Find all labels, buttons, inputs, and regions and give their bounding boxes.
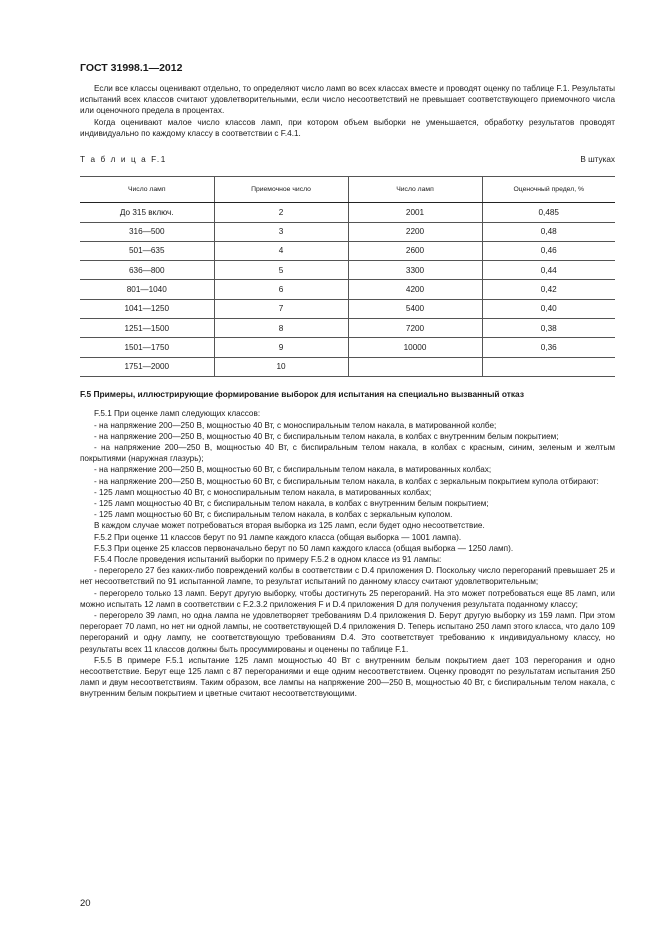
table-cell: 10	[214, 357, 348, 376]
table-cell: 1251—1500	[80, 319, 214, 338]
table-cell: 3300	[348, 261, 482, 280]
table-cell: 0,38	[482, 319, 615, 338]
section-line: - 125 ламп мощностью 40 Вт, с моноспиральным телом накала, в матированных колбах;	[94, 487, 432, 497]
table-cell: 0,36	[482, 338, 615, 357]
table-cell: 10000	[348, 338, 482, 357]
table-cell: 8	[214, 319, 348, 338]
paragraph: Если все классы оценивают отдельно, то определяют число ламп во всех классах вместе и проводят оценку по таблице F.1. Результаты испытаний всех классов считают удовлетворительными, если число несоответствий не превышает соответствующего приемочного числа или оценочного предела в процентах.	[80, 84, 615, 116]
table-cell: 501—635	[80, 241, 214, 260]
column-header: Число ламп	[80, 177, 214, 203]
section-line: - на напряжение 200—250 В, мощностью 40 Вт, с биспиральным телом накала, в колбах с внутренним белым покрытием;	[94, 431, 559, 441]
table-row	[80, 241, 615, 260]
table-cell: 0,46	[482, 241, 615, 260]
table-row	[80, 357, 615, 376]
column-header: Приемочное число	[214, 177, 348, 203]
table-cell: 636—800	[80, 261, 214, 280]
section-line: F.5.5 В примере F.5.1 испытание 125 ламп мощностью 40 Вт с внутренним белым покрытием дает 103 перегорания и одно несоответствие. Берут еще 125 ламп с 87 перегораниями и еще одним несоответствием. Оценку проводят по результатам испытания 250 ламп и двум несоответствиям. Таким образом, все лампы на напряжение 200—250 В, мощностью 40 Вт, с биспиральным телом накала, с внутренним белым покрытием и цветные считают несоответствующими.	[80, 655, 615, 699]
page-number: 20	[80, 898, 91, 909]
table-units: В штуках	[580, 155, 615, 165]
section-line: - перегорело 39 ламп, но одна лампа не удовлетворяет требованиям D.4 приложения D. Берут другую выборку из 159 ламп. При этом перегорает 70 ламп, но нет ни одной лампы, не соответствующей D.4 приложения D. Теперь испытано 250 ламп этого класса, что дало 109 перегораний и одну лампу, не соответствующую требованиям D.4. Это соответствует требованию к индивидуальному классу, но результаты всех 11 классов должны быть просуммированы и оценены по таблице F.1.	[80, 610, 615, 654]
table-cell: 316—500	[80, 222, 214, 241]
table-row	[80, 280, 615, 299]
table-cell: 0,40	[482, 299, 615, 318]
table-cell: 5400	[348, 299, 482, 318]
table-cell: 0,48	[482, 222, 615, 241]
table-row	[80, 261, 615, 280]
table-cell: 3	[214, 222, 348, 241]
table-row	[80, 203, 615, 222]
table-cell: 5	[214, 261, 348, 280]
table-cell: 7200	[348, 319, 482, 338]
table-cell: До 315 включ.	[80, 203, 214, 222]
table-cell: 2	[214, 203, 348, 222]
section-line: В каждом случае может потребоваться вторая выборка из 125 ламп, если будет одно несоответствие.	[94, 521, 485, 531]
table-cell: 0,42	[482, 280, 615, 299]
table-cell: 0,44	[482, 261, 615, 280]
section-title: F.5 Примеры, иллюстрирующие формирование выборок для испытания на специально вызванный отказ	[80, 388, 524, 399]
column-header: Оценочный предел, %	[482, 177, 615, 203]
table-row	[80, 299, 615, 318]
section-line: - на напряжение 200—250 В, мощностью 40 Вт, с биспиральным телом накала, в колбах с красным, синим, зеленым и желтым покрытиями (наружная глазурь);	[80, 442, 615, 464]
table-cell: 0,485	[482, 203, 615, 222]
table-caption: Т а б л и ц а F.1	[80, 155, 167, 165]
table-cell: 2600	[348, 241, 482, 260]
column-header: Число ламп	[348, 177, 482, 203]
table-header-row	[80, 177, 615, 203]
table-cell: 801—1040	[80, 280, 214, 299]
section-line: F.5.2 При оценке 11 классов берут по 91 лампе каждого класса (общая выборка — 1001 лампа).	[94, 532, 462, 542]
table-cell: 2200	[348, 222, 482, 241]
section-line: F.5.1 При оценке ламп следующих классов:	[94, 409, 261, 419]
document-body	[80, 83, 615, 700]
section-line: - перегорело только 13 ламп. Берут другую выборку, чтобы достигнуть 25 перегораний. На это может потребоваться еще 85 ламп, или можно испытать 12 ламп в соответствии с F.2.3.2 приложения F и D.4 приложения D для получения результата поданному классу;	[80, 588, 615, 609]
section-line: F.5.4 После проведения испытаний выборки по примеру F.5.2 в одном классе из 91 лампы:	[94, 554, 442, 564]
table-cell: 1501—1750	[80, 338, 214, 357]
section-line: - на напряжение 200—250 В, мощностью 60 Вт, с биспиральным телом накала, в колбах с зеркальным покрытием купола отбирают:	[94, 476, 599, 486]
table-cell: 9	[214, 338, 348, 357]
section-line: - перегорело 27 без каких-либо повреждений колбы в соответствии с D.4 приложения D. Поскольку число перегораний превышает 25 и нет несоответствий по 91 испытанной лампе, то результат испытаний по данному классу считают удовлетворительным;	[80, 566, 615, 587]
table-cell: 7	[214, 299, 348, 318]
table-cell: 6	[214, 280, 348, 299]
table-cell: 2001	[348, 203, 482, 222]
section-line: - 125 ламп мощностью 60 Вт, с биспиральным телом накала, в колбах с зеркальным куполом.	[94, 510, 453, 520]
table-row	[80, 338, 615, 357]
table-row	[80, 222, 615, 241]
table-cell: 4200	[348, 280, 482, 299]
section-line: - 125 ламп мощностью 40 Вт, с биспиральным телом накала, в колбах с внутренним белым покрытием;	[94, 498, 489, 508]
table-cell	[482, 357, 615, 376]
table-cell	[348, 357, 482, 376]
paragraph: Когда оценивают малое число классов ламп, при котором объем выборки не уменьшается, обработку результатов проводят индивидуально по каждому классу в соответствии с F.4.1.	[80, 117, 615, 138]
table-row	[80, 319, 615, 338]
table-cell: 1751—2000	[80, 357, 214, 376]
section-line: F.5.3 При оценке 25 классов первоначально берут по 50 ламп каждого класса (общая выборка — 1250 ламп).	[94, 543, 514, 553]
standard-header: ГОСТ 31998.1—2012	[80, 62, 183, 74]
table-cell: 1041—1250	[80, 299, 214, 318]
table-cell: 4	[214, 241, 348, 260]
section-line: - на напряжение 200—250 В, мощностью 60 Вт, с биспиральным телом накала, в матированных колбах;	[94, 465, 492, 475]
section-line: - на напряжение 200—250 В, мощностью 40 Вт, с моноспиральным телом накала, в матированной колбе;	[94, 420, 497, 430]
table-caption-row	[80, 154, 615, 165]
sample-table	[80, 176, 615, 377]
